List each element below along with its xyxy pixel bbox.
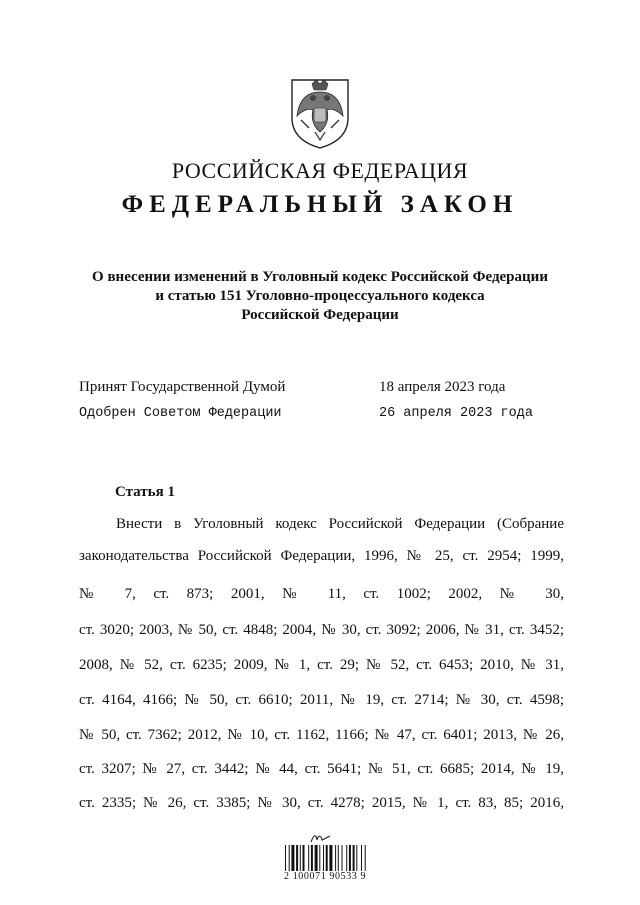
barcode-bar — [319, 845, 320, 871]
law-title-line: О внесении изменений в Уголовный кодекс Российской Федерации — [92, 269, 548, 285]
barcode-bar — [335, 845, 336, 871]
barcode-bar — [361, 845, 362, 871]
barcode-bar — [346, 845, 347, 871]
article-heading: Статья 1 — [115, 484, 175, 500]
law-title-line: Российской Федерации — [241, 307, 399, 323]
barcode-bar — [329, 845, 332, 871]
law-title-line: и статью 151 Уголовно-процессуального кодекса — [155, 288, 485, 304]
barcode-bar — [291, 845, 294, 871]
article-text-line: законодательства Российской Федерации, 1996, № 25, ст. 2954; 1999, — [79, 548, 564, 564]
article-text-line: ст. 2335; № 26, ст. 3385; № 30, ст. 4278; 2015, № 1, ст. 83, 85; 2016, — [79, 795, 564, 811]
barcode-bar — [308, 845, 309, 871]
barcode-bar — [289, 845, 290, 871]
article-text-line: Внести в Уголовный кодекс Российской Федерации (Собрание — [116, 516, 564, 532]
country-name: РОССИЙСКАЯ ФЕДЕРАЦИЯ — [171, 158, 469, 183]
duma-adoption-label: Принят Государственной Думой — [79, 379, 286, 395]
barcode-bar — [356, 845, 357, 871]
barcode-icon — [285, 845, 381, 873]
article-text-line: № 50, ст. 7362; 2012, № 10, ст. 1162, 1166; № 47, ст. 6401; 2013, № 26, — [79, 727, 564, 743]
barcode-bar — [353, 845, 355, 871]
article-text-line: 2008, № 52, ст. 6235; 2009, № 1, ст. 29; № 52, ст. 6453; 2010, № 31, — [79, 657, 564, 673]
article-text-line: ст. 3207; № 27, ст. 3442; № 44, ст. 5641; № 51, ст. 6685; 2014, № 19, — [79, 761, 564, 777]
council-approval-label: Одобрен Советом Федерации — [79, 406, 282, 421]
law-title — [60, 268, 580, 325]
initials-mark-icon — [310, 832, 332, 844]
barcode-bar — [300, 845, 301, 871]
barcode-bar — [342, 845, 343, 871]
article-text-line: № 7, ст. 873; 2001, № 11, ст. 1002; 2002, № 30, — [79, 586, 564, 602]
barcode-bar — [315, 845, 318, 871]
barcode-bar — [311, 845, 313, 871]
barcode-bar — [365, 845, 366, 871]
barcode-bar — [349, 845, 351, 871]
article-text-line: ст. 4164, 4166; № 50, ст. 6610; 2011, № 19, ст. 2714; № 30, ст. 4598; — [79, 692, 564, 708]
barcode-bar — [338, 845, 339, 871]
document-type: ФЕДЕРАЛЬНЫЙ ЗАКОН — [121, 191, 519, 218]
barcode-bar — [285, 845, 286, 871]
barcode-bar — [296, 845, 298, 871]
council-approval-date: 26 апреля 2023 года — [379, 406, 533, 421]
duma-adoption-date: 18 апреля 2023 года — [379, 379, 506, 395]
article-text-line: ст. 3020; 2003, № 50, ст. 4848; 2004, № 30, ст. 3092; 2006, № 31, ст. 3452; — [79, 622, 564, 638]
barcode-bar — [303, 845, 305, 871]
barcode-bar — [326, 845, 328, 871]
russian-coat-of-arms-icon — [287, 70, 353, 150]
barcode-bar — [323, 845, 324, 871]
barcode-number: 2 100071 90533 9 — [284, 871, 367, 882]
